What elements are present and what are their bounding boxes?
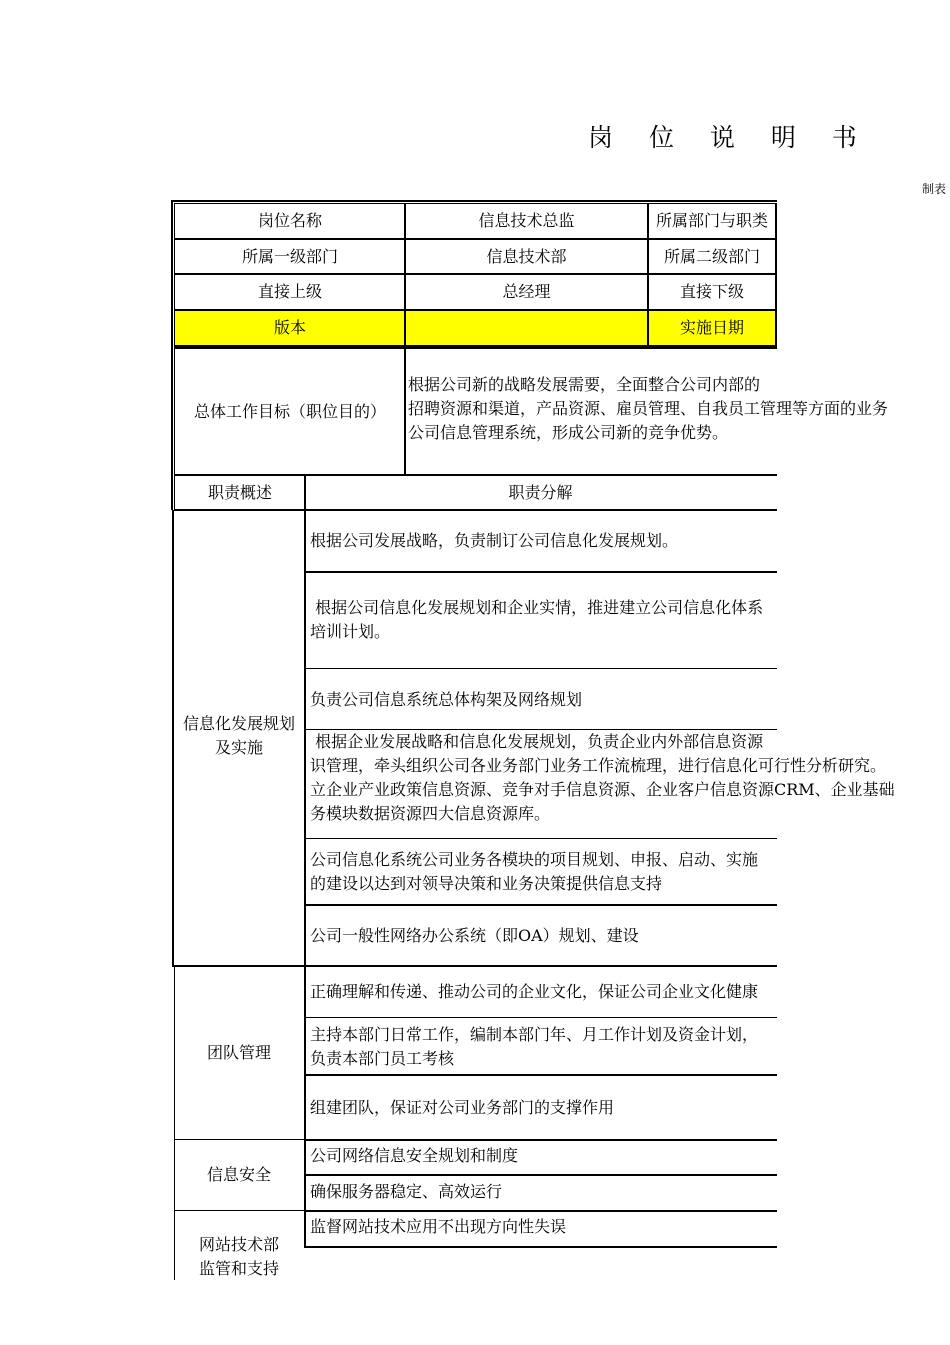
duty-item [306, 1212, 906, 1242]
objective-label: 总体工作目标（职位目的） [193, 401, 386, 421]
direct-superior-label: 直接上级 [257, 282, 322, 301]
duty-item-line: 公司网络信息安全规划和制度 [310, 1146, 519, 1165]
duty-item-line: 务模块数据资源四大信息资源库。 [310, 804, 551, 823]
duty-item-line: 正确理解和传递、推动公司的企业文化，保证公司企业文化健康 [310, 982, 759, 1001]
objective-line: 公司信息管理系统，形成公司新的竞争优势。 [408, 423, 729, 442]
section-name-team-management [174, 967, 304, 1139]
objective-text [408, 373, 948, 453]
duty-item [306, 670, 906, 729]
duty-breakdown-header: 职责分解 [508, 482, 573, 502]
duty-item-line: 根据公司信息化发展规划和企业实情，推进建立公司信息化体系 [310, 598, 764, 617]
job-title-value: 信息技术总监 [478, 211, 575, 230]
header-border [171, 200, 173, 510]
objective-line: 根据公司新的战略发展需要，全面整合公司内部的 [408, 375, 761, 394]
effective-date-label: 实施日期 [679, 318, 744, 337]
duty-item [306, 1019, 906, 1074]
duty-item-line: 公司一般性网络办公系统（即OA）规划、建设 [310, 925, 639, 945]
objective-line: 招聘资源和渠道，产品资源、雇员管理、自我员工管理等方面的业务 [408, 399, 889, 418]
section-name-it-planning [174, 711, 304, 761]
duty-item-line: 根据企业发展战略和信息化发展规划，负责企业内外部信息资源 [310, 732, 764, 751]
duty-item-line: 负责公司信息系统总体构架及网络规划 [310, 689, 583, 709]
direct-superior-value: 总经理 [502, 282, 551, 301]
maker-label: 制表 [922, 182, 947, 196]
section-name-line: 监管和支持 [198, 1259, 279, 1278]
duty-item-line: 培训计划。 [310, 622, 391, 641]
duty-item-line: 监督网站技术应用不出现方向性失误 [310, 1217, 567, 1236]
duty-item [306, 840, 906, 904]
duty-item-line: 公司信息化系统公司业务各模块的项目规划、申报、启动、实施 [310, 850, 759, 869]
duty-item [306, 1176, 906, 1208]
section-name-line: 信息化发展规划 [182, 714, 295, 733]
version-value [406, 311, 647, 345]
primary-dept-value: 信息技术部 [486, 246, 567, 266]
duty-item [306, 967, 906, 1017]
duty-item-line: 组建团队，保证对公司业务部门的支撑作用 [310, 1097, 615, 1117]
duty-item [306, 596, 906, 644]
duty-item-line: 识管理，牵头组织公司各业务部门业务工作流梳理，进行信息化可行性分析研究。 [310, 756, 887, 775]
direct-subordinate-label: 直接下级 [679, 282, 744, 301]
duty-item-line: 根据公司发展战略，负责制订公司信息化发展规划。 [310, 531, 679, 550]
primary-dept-label: 所属一级部门 [241, 246, 338, 266]
row-border [304, 571, 777, 573]
secondary-dept-label: 所属二级部门 [663, 246, 760, 266]
duty-item-line: 立企业产业政策信息资源、竞争对手信息资源、企业客户信息资源CRM、企业基础 [310, 780, 895, 799]
objective-border [404, 347, 406, 474]
job-title-label: 岗位名称 [257, 211, 322, 230]
duty-item [306, 1076, 906, 1139]
dept-category-label: 所属部门与职类 [655, 211, 768, 230]
section-name-line: 网站技术部 [198, 1235, 279, 1254]
section-name-line: 团队管理 [206, 1043, 271, 1062]
row-border [304, 838, 777, 839]
duty-item [306, 1141, 906, 1171]
duty-item [310, 730, 946, 830]
duty-item-line: 负责本部门员工考核 [310, 1048, 455, 1068]
duty-item-line: 主持本部门日常工作，编制本部门年、月工作计划及资金计划， [310, 1024, 759, 1044]
section-name-website-support [174, 1232, 304, 1282]
version-label: 版本 [273, 318, 306, 337]
row-border [304, 1017, 777, 1018]
header-border [171, 200, 777, 202]
duty-item-line: 确保服务器稳定、高效运行 [310, 1182, 503, 1201]
duty-overview-header: 职责概述 [207, 482, 272, 502]
section-name-line: 及实施 [214, 738, 263, 757]
header-border [174, 203, 175, 510]
duty-item [306, 906, 906, 965]
row-border [304, 1246, 777, 1248]
page-title: 岗 位 说 明 书 [588, 123, 871, 152]
section-border [174, 1210, 305, 1211]
section-name-info-security [174, 1140, 304, 1210]
section-name-line: 信息安全 [206, 1165, 271, 1184]
header-border [775, 203, 777, 345]
duty-item [306, 511, 906, 571]
row-border [304, 668, 777, 669]
duty-item-line: 的建设以达到对领导决策和业务决策提供信息支持 [310, 874, 663, 893]
